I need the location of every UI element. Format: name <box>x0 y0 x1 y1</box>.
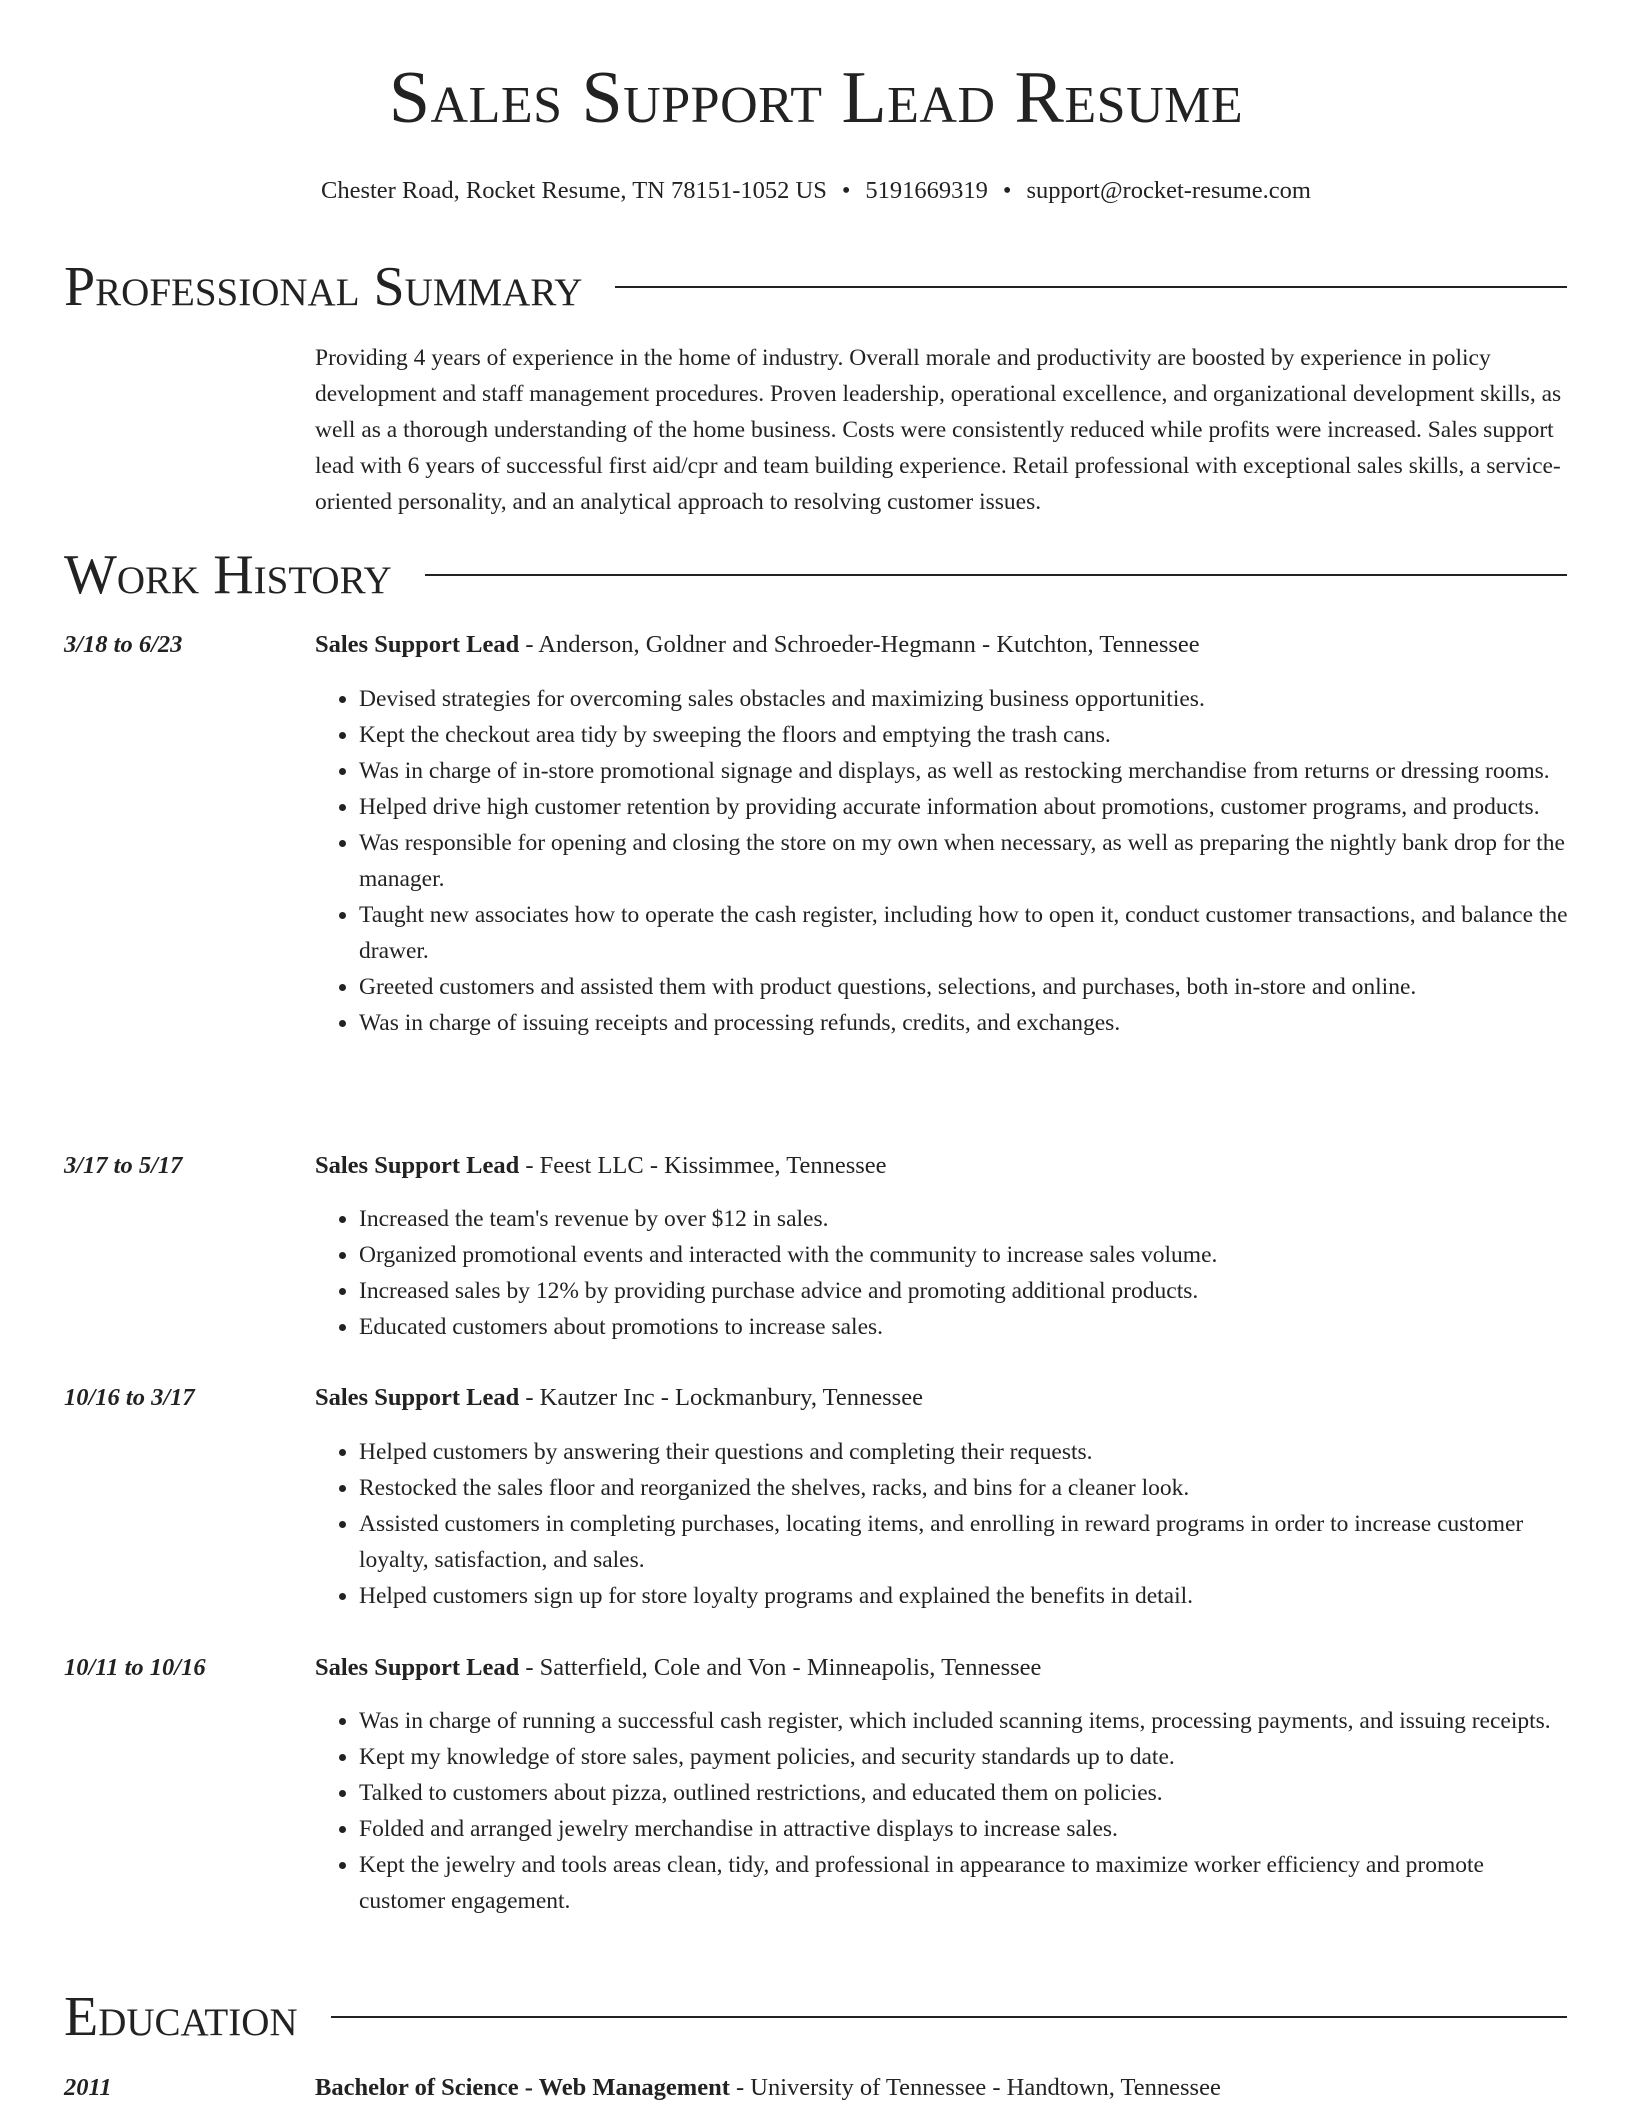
job-details: - Satterfield, Cole and Von - Minneapolis, Tennessee <box>519 1654 1042 1681</box>
job-bullet: • Kept the jewelry and tools areas clean, tidy, and professional in appearance to maximize worker efficiency and promote customer engagement. <box>359 1847 1571 1919</box>
job-heading <box>315 1650 1575 1686</box>
section-title-summary: Professional Summary <box>64 256 583 318</box>
contact-separator: • <box>841 177 851 204</box>
job-dates: 10/11 to 10/16 <box>64 1654 206 1681</box>
job-bullet: • Was responsible for opening and closing the store on my own when necessary, as well as preparing the nightly bank drop for the manager. <box>359 825 1571 897</box>
job-bullets <box>315 1201 1571 1345</box>
job-heading <box>315 1380 1575 1416</box>
job-role: Sales Support Lead <box>315 1152 520 1179</box>
contact-separator: • <box>1002 177 1012 204</box>
job-bullet: • Talked to customers about pizza, outlined restrictions, and educated them on policies. <box>359 1775 1571 1811</box>
job-bullet: • Helped customers by answering their questions and completing their requests. <box>359 1434 1571 1470</box>
section-title-education: Education <box>64 1986 298 2048</box>
job-bullet: • Helped customers sign up for store loyalty programs and explained the benefits in detail. <box>359 1578 1571 1614</box>
education-details: - University of Tennessee - Handtown, Tennessee <box>729 2074 1221 2101</box>
job-bullet: • Kept my knowledge of store sales, payment policies, and security standards up to date. <box>359 1739 1571 1775</box>
job-details: - Feest LLC - Kissimmee, Tennessee <box>519 1152 887 1179</box>
job-role: Sales Support Lead <box>315 1384 520 1411</box>
job-bullet: • Devised strategies for overcoming sales obstacles and maximizing business opportunities. <box>359 681 1571 717</box>
job-heading <box>315 627 1575 663</box>
job-details: - Anderson, Goldner and Schroeder-Hegmann - Kutchton, Tennessee <box>519 631 1200 658</box>
contact-address: Chester Road, Rocket Resume, TN 78151-1052 US <box>321 177 827 204</box>
contact-line <box>0 176 1632 206</box>
job-bullet: • Helped drive high customer retention by providing accurate information about promotions, customer programs, and products. <box>359 789 1571 825</box>
section-title-work-history: Work History <box>64 544 392 606</box>
contact-phone: 5191669319 <box>865 177 988 204</box>
job-bullets <box>315 1434 1571 1614</box>
job-role: Sales Support Lead <box>315 1654 520 1681</box>
job-role: Sales Support Lead <box>315 631 520 658</box>
summary-text: Providing 4 years of experience in the home of industry. Overall morale and productivity are boosted by experience in policy development and staff management procedures. Proven leadership, operational excellence, and organizational development skills, as well as a thorough understanding of the home business. Costs were consistently reduced while profits were increased. Sales support lead with 6 years of successful first aid/cpr and team building experience. Retail professional with exceptional sales skills, a service-oriented personality, and an analytical approach to resolving customer issues. <box>315 345 1562 515</box>
section-header-summary <box>64 255 1567 319</box>
contact-email: support@rocket-resume.com <box>1026 177 1311 204</box>
job-bullet: • Greeted customers and assisted them with product questions, selections, and purchases, both in-store and online. <box>359 969 1571 1005</box>
job-bullet: • Increased sales by 12% by providing purchase advice and promoting additional products. <box>359 1273 1571 1309</box>
job-bullet: • Restocked the sales floor and reorganized the shelves, racks, and bins for a cleaner look. <box>359 1470 1571 1506</box>
job-bullets <box>315 681 1571 1041</box>
job-bullet: • Taught new associates how to operate the cash register, including how to open it, conduct customer transactions, and balance the drawer. <box>359 897 1571 969</box>
job-heading <box>315 1148 1575 1184</box>
job-dates: 10/16 to 3/17 <box>64 1384 195 1411</box>
section-header-education <box>64 1985 1567 2049</box>
job-bullets <box>315 1703 1571 1919</box>
section-divider <box>331 2016 1567 2018</box>
section-header-work-history <box>64 543 1567 607</box>
job-bullet: • Was in charge of in-store promotional signage and displays, as well as restocking merchandise from returns or dressing rooms. <box>359 753 1571 789</box>
job-bullet: • Educated customers about promotions to increase sales. <box>359 1309 1571 1345</box>
job-bullet: • Folded and arranged jewelry merchandise in attractive displays to increase sales. <box>359 1811 1571 1847</box>
job-dates: 3/17 to 5/17 <box>64 1152 183 1179</box>
job-bullet: • Kept the checkout area tidy by sweeping the floors and emptying the trash cans. <box>359 717 1571 753</box>
education-entry <box>315 2070 1575 2106</box>
job-bullet: • Was in charge of running a successful cash register, which included scanning items, processing payments, and issuing receipts. <box>359 1703 1571 1739</box>
section-divider <box>425 574 1567 576</box>
job-bullet: • Organized promotional events and interacted with the community to increase sales volume. <box>359 1237 1571 1273</box>
job-bullet: • Was in charge of issuing receipts and processing refunds, credits, and exchanges. <box>359 1005 1571 1041</box>
section-divider <box>615 286 1567 288</box>
education-degree: Bachelor of Science - Web Management <box>315 2074 730 2101</box>
job-dates: 3/18 to 6/23 <box>64 631 183 658</box>
resume-title: Sales Support Lead Resume <box>388 57 1244 139</box>
job-details: - Kautzer Inc - Lockmanbury, Tennessee <box>519 1384 923 1411</box>
job-bullet: • Increased the team's revenue by over $12 in sales. <box>359 1201 1571 1237</box>
job-bullet: • Assisted customers in completing purchases, locating items, and enrolling in reward programs in order to increase customer loyalty, satisfaction, and sales. <box>359 1506 1571 1578</box>
education-year: 2011 <box>64 2074 112 2101</box>
